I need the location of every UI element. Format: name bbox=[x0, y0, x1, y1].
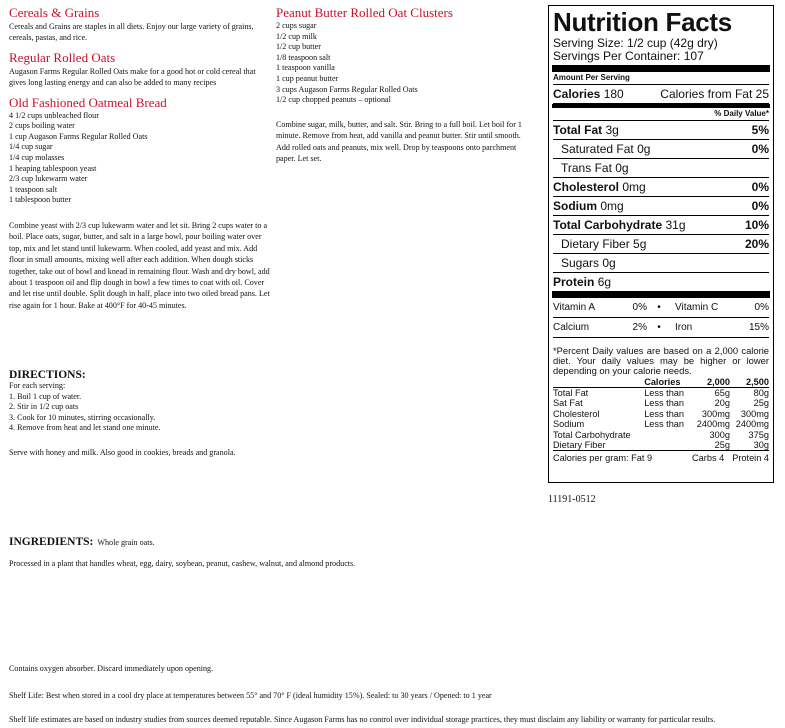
direction-step: 2. Stir in 1/2 cup oats bbox=[9, 402, 79, 412]
table-cell: 65g bbox=[714, 388, 730, 399]
iron-label: Iron bbox=[675, 322, 693, 333]
list-item: 1/4 cup sugar bbox=[9, 142, 53, 152]
table-cell: 80g bbox=[753, 388, 769, 399]
direction-step: 4. Remove from heat and let stand one minute. bbox=[9, 423, 161, 433]
table-cell: 2400mg bbox=[696, 419, 730, 430]
table-row bbox=[553, 388, 769, 399]
table-cell bbox=[644, 440, 691, 450]
dv-table-head-cell bbox=[553, 377, 644, 388]
nutrient-label: Saturated Fat bbox=[561, 142, 634, 156]
table-cell: Cholesterol bbox=[553, 408, 600, 419]
calories-per-gram bbox=[553, 450, 769, 465]
serving-size: Serving Size: 1/2 cup (42g dry) bbox=[553, 36, 718, 50]
nutrient-amount: 5g bbox=[633, 237, 647, 251]
table-cell: Less than bbox=[644, 398, 685, 409]
ingredients-line bbox=[9, 532, 779, 550]
nutrient-daily-value: 0% bbox=[751, 199, 769, 213]
protein-value: 6g bbox=[597, 275, 612, 289]
oxygen-absorber-note: Contains oxygen absorber. Discard immediately upon opening. bbox=[9, 664, 214, 673]
thick-divider-2 bbox=[552, 291, 770, 298]
cal-gram-carbs: Carbs 4 bbox=[692, 453, 725, 464]
list-item: 1 cup Augason Farms Regular Rolled Oats bbox=[9, 131, 148, 141]
thick-divider bbox=[552, 65, 770, 72]
table-cell: 30g bbox=[753, 440, 769, 451]
nutrient-daily-value: 5% bbox=[751, 123, 769, 137]
calories-label: Calories bbox=[553, 87, 601, 101]
nutrient-daily-value: 0% bbox=[751, 180, 769, 194]
nutrient-label: Total Fat bbox=[553, 123, 603, 137]
clusters-method: Combine sugar, milk, butter, and salt. Stir. Bring to a full boil. Let boil for 1 minute. Remove from heat, add vanilla and peanut butter. Stir until smooth. Add rolled oats and peanuts, mix well. Drop by teaspoons onto parchment paper. Let set. bbox=[276, 119, 522, 163]
cereals-text: Cereals and Grains are staples in all diets. Enjoy our large variety of grains, cereals, pastas, and rice. bbox=[9, 22, 254, 43]
product-code: 11191-0512 bbox=[548, 494, 596, 505]
calories-row bbox=[553, 85, 769, 104]
list-item: 1/2 cup milk bbox=[276, 31, 317, 41]
oats-text: Augason Farms Regular Rolled Oats make for a good hot or cold cereal that gives long lasting energy and can also be added to many recipes bbox=[9, 66, 256, 88]
cereals-title: Cereals & Grains bbox=[9, 5, 100, 20]
cal-gram-protein: Protein 4 bbox=[732, 453, 769, 464]
bread-title: Old Fashioned Oatmeal Bread bbox=[9, 94, 167, 110]
dv-table-head-cell: 2,500 bbox=[746, 376, 769, 387]
calories-from-fat: Calories from Fat 25 bbox=[660, 87, 769, 101]
nutrient-amount: 0mg bbox=[600, 199, 624, 213]
list-item: 1 heaping tablespoon yeast bbox=[9, 163, 97, 173]
ingredients-text: Whole grain oats. bbox=[97, 538, 155, 547]
directions-section bbox=[9, 369, 279, 458]
table-cell: Total Carbohydrate bbox=[553, 429, 631, 440]
nutrient-amount: 0g bbox=[615, 161, 629, 175]
table-row bbox=[553, 419, 769, 429]
servings-per-container: Servings Per Container: 107 bbox=[553, 49, 704, 63]
nutrient-daily-value: 10% bbox=[744, 218, 769, 232]
nutrient-label: Total Carbohydrate bbox=[553, 218, 663, 232]
cal-gram-fat: Calories per gram: Fat 9 bbox=[553, 453, 653, 464]
nutrient-amount: 31g bbox=[665, 218, 686, 232]
calcium-label: Calcium bbox=[553, 322, 590, 333]
table-cell: 2400mg bbox=[735, 419, 769, 430]
clusters-title: Peanut Butter Rolled Oat Clusters bbox=[276, 5, 453, 20]
dv-table-header bbox=[553, 377, 769, 388]
nutrient-row bbox=[553, 159, 769, 178]
table-cell: 300mg bbox=[701, 408, 730, 419]
table-cell: Sat Fat bbox=[553, 398, 583, 409]
table-cell: 300g bbox=[709, 429, 730, 440]
list-item: 1/8 teaspoon salt bbox=[276, 52, 331, 62]
list-item: 2 cups boiling water bbox=[9, 121, 75, 131]
nutrient-amount: 0g bbox=[637, 142, 651, 156]
table-cell: Sodium bbox=[553, 419, 585, 430]
nutrient-row bbox=[553, 235, 769, 254]
amount-per-serving: Amount Per Serving bbox=[553, 72, 769, 85]
bread-method: Combine yeast with 2/3 cup lukewarm water and let sit. Bring 2 cups water to a boil. Place oats, sugar, butter, and salt in a large bowl, pour boiling water over top, mix and let stand until lukewarm. When cooled, add yeast and mix. Add flour in small amounts, mixing well after each addition. When dough sticks together, take out of bowl and knead in remaining flour. Wash and dry bowl, add about 1 teaspoon oil and flip dough in bowl a few times to coat with oil. Cover and let rise until double. Split dough in half, place into two oiled bread pans. Let rise again for 1 hour. Bake at 400°F for 40-45 minutes. bbox=[9, 220, 270, 310]
ingredients-label: INGREDIENTS: bbox=[9, 536, 94, 548]
clusters-ingredient-list bbox=[276, 21, 538, 106]
nutrient-label: Sugars bbox=[561, 256, 600, 270]
direction-step: 3. Cook for 10 minutes, stirring occasionally. bbox=[9, 412, 156, 422]
table-cell bbox=[644, 430, 691, 440]
list-item: 2/3 cup lukewarm water bbox=[9, 174, 88, 184]
list-item: 1/4 cup molasses bbox=[9, 153, 65, 162]
nutrient-row bbox=[553, 178, 769, 197]
protein-label: Protein bbox=[553, 275, 595, 289]
directions-step-list bbox=[9, 392, 279, 434]
daily-value-table bbox=[553, 377, 769, 451]
direction-step: 1. Boil 1 cup of water. bbox=[9, 391, 82, 401]
nutrient-amount: 0g bbox=[602, 256, 616, 270]
table-cell: Total Fat bbox=[553, 388, 589, 399]
dv-table-head-cell: Calories bbox=[644, 376, 681, 387]
bread-ingredient-list bbox=[9, 111, 271, 206]
list-item: 3 cups Augason Farms Regular Rolled Oats bbox=[276, 84, 418, 94]
nutrient-row bbox=[553, 216, 769, 235]
nutrient-label: Cholesterol bbox=[553, 180, 620, 194]
vitamin-row-2 bbox=[553, 318, 769, 338]
nutrient-amount: 3g bbox=[605, 123, 619, 137]
nutrition-facts-panel bbox=[548, 5, 774, 483]
nutrient-label: Dietary Fiber bbox=[561, 237, 630, 251]
list-item: 1 tablespoon butter bbox=[9, 195, 72, 205]
daily-value-header: % Daily Value* bbox=[553, 108, 769, 121]
vitamin-c-value: 0% bbox=[754, 302, 769, 313]
list-item: 1/2 cup chopped peanuts – optional bbox=[276, 95, 391, 105]
list-item: 1/2 cup butter bbox=[276, 42, 321, 52]
table-cell: 20g bbox=[714, 398, 730, 409]
bullet: • bbox=[657, 322, 661, 333]
table-row bbox=[553, 398, 769, 408]
nutrient-label: Trans Fat bbox=[561, 161, 612, 175]
nutrient-row bbox=[553, 254, 769, 273]
nutrient-rows bbox=[553, 121, 769, 273]
table-cell: 300mg bbox=[740, 408, 769, 419]
middle-column bbox=[276, 5, 538, 164]
table-cell: 375g bbox=[748, 429, 769, 440]
list-item: 4 1/2 cups unbleached flour bbox=[9, 110, 99, 120]
nutrient-row bbox=[553, 140, 769, 159]
table-cell: 25g bbox=[753, 398, 769, 409]
vitamin-c-label: Vitamin C bbox=[675, 302, 719, 313]
table-row bbox=[553, 440, 769, 450]
serve-text: Serve with honey and milk. Also good in cookies, breads and granola. bbox=[9, 447, 236, 457]
nutrient-daily-value: 0% bbox=[751, 142, 769, 156]
nutrition-title: Nutrition Facts bbox=[553, 7, 732, 37]
list-item: 2 cups sugar bbox=[276, 21, 317, 30]
allergen-statement: Processed in a plant that handles wheat, egg, dairy, soybean, peanut, cashew, walnut, and almond products. bbox=[9, 559, 356, 568]
iron-value: 15% bbox=[748, 322, 769, 333]
shelf-life-disclaimer: Shelf life estimates are based on industry studies from sources deemed reputable. Since Augason Farms has no control over individual storage practices, they must disclaim any liability or warranty for particular results. bbox=[9, 715, 716, 724]
protein-row bbox=[553, 273, 769, 291]
table-cell: Less than bbox=[644, 408, 685, 419]
directions-title: DIRECTIONS: bbox=[9, 369, 86, 381]
list-item: 1 teaspoon salt bbox=[9, 184, 58, 194]
table-cell: Less than bbox=[644, 388, 685, 399]
table-cell: 25g bbox=[714, 440, 730, 451]
directions-sub: For each serving: bbox=[9, 381, 66, 390]
shelf-life: Shelf Life: Best when stored in a cool dry place at temperatures between 55° and 70° F (ideal humidity 15%). Sealed: to 30 years / Opened: to 1 year bbox=[9, 691, 492, 700]
table-cell: Less than bbox=[644, 419, 685, 430]
nutrient-daily-value: 20% bbox=[744, 237, 769, 251]
calcium-value: 2% bbox=[632, 322, 647, 333]
dv-table-head-cell: 2,000 bbox=[706, 376, 730, 387]
nutrient-row bbox=[553, 197, 769, 216]
bullet: • bbox=[657, 302, 661, 313]
vitamin-a-label: Vitamin A bbox=[553, 302, 596, 313]
list-item: 1 teaspoon vanilla bbox=[276, 63, 335, 73]
nutrient-amount: 0mg bbox=[622, 180, 646, 194]
nutrient-label: Sodium bbox=[553, 199, 597, 213]
left-column bbox=[9, 5, 271, 311]
nutrient-row bbox=[553, 121, 769, 140]
vitamin-a-value: 0% bbox=[632, 302, 647, 313]
daily-value-footnote: *Percent Daily values are based on a 2,000 calorie diet. Your daily values may be higher or lower depending on your calorie needs. bbox=[553, 345, 769, 377]
table-row bbox=[553, 430, 769, 440]
vitamin-row-1 bbox=[553, 298, 769, 318]
oats-title: Regular Rolled Oats bbox=[9, 49, 116, 65]
calories-value: 180 bbox=[603, 87, 624, 101]
table-row bbox=[553, 409, 769, 419]
table-cell: Dietary Fiber bbox=[553, 440, 606, 451]
list-item: 1 cup peanut butter bbox=[276, 73, 339, 83]
